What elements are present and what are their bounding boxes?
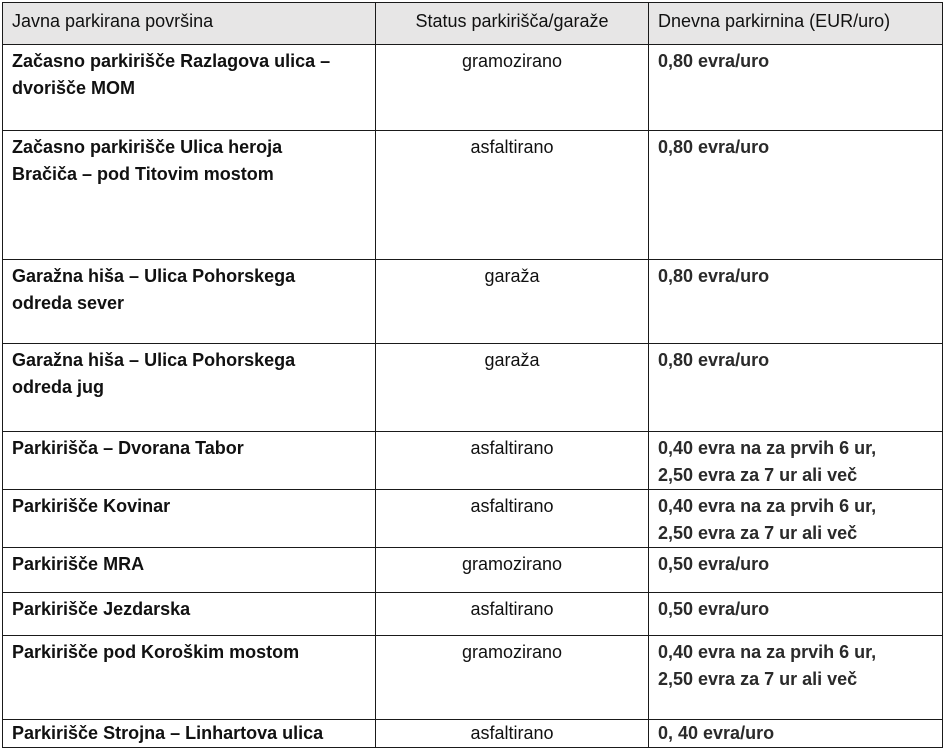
- fee-line: 0, 40 evra/uro: [658, 723, 775, 743]
- fee-cell: [649, 45, 943, 131]
- location-line: odreda sever: [12, 293, 125, 313]
- location-line: Parkirišče Strojna – Linhartova ulica: [12, 723, 324, 743]
- fee-cell: [649, 593, 943, 636]
- parking-table: [2, 2, 943, 748]
- fee-line: 2,50 evra za 7 ur ali več: [658, 669, 858, 689]
- location-cell: [3, 720, 376, 748]
- fee-line: 0,80 evra/uro: [658, 266, 770, 286]
- location-cell: [3, 490, 376, 548]
- fee-line: 0,80 evra/uro: [658, 350, 770, 370]
- status-cell: gramozirano: [376, 45, 649, 131]
- status-cell: asfaltirano: [376, 432, 649, 490]
- fee-line: 0,80 evra/uro: [658, 51, 770, 71]
- location-line: Začasno parkirišče Razlagova ulica –: [12, 51, 331, 71]
- fee-cell: [649, 720, 943, 748]
- location-line: Parkirišče Kovinar: [12, 496, 171, 516]
- status-cell: asfaltirano: [376, 593, 649, 636]
- location-line: odreda jug: [12, 377, 105, 397]
- fee-cell: [649, 260, 943, 344]
- status-cell: garaža: [376, 344, 649, 432]
- fee-line: 2,50 evra za 7 ur ali več: [658, 465, 858, 485]
- fee-line: 0,40 evra na za prvih 6 ur,: [658, 642, 877, 662]
- location-line: dvorišče MOM: [12, 78, 136, 98]
- fee-line: 2,50 evra za 7 ur ali več: [658, 523, 858, 543]
- location-cell: [3, 344, 376, 432]
- fee-cell: [649, 490, 943, 548]
- fee-cell: [649, 636, 943, 720]
- location-line: Garažna hiša – Ulica Pohorskega: [12, 266, 296, 286]
- location-cell: [3, 548, 376, 593]
- fee-line: 0,50 evra/uro: [658, 554, 770, 574]
- fee-cell: [649, 432, 943, 490]
- location-line: Začasno parkirišče Ulica heroja: [12, 137, 283, 157]
- header-row: [3, 3, 943, 45]
- location-cell: [3, 636, 376, 720]
- table-row: [3, 490, 943, 548]
- status-cell: gramozirano: [376, 636, 649, 720]
- location-line: Parkirišče pod Koroškim mostom: [12, 642, 300, 662]
- fee-cell: [649, 344, 943, 432]
- location-line: Parkirišče MRA: [12, 554, 145, 574]
- location-cell: [3, 131, 376, 260]
- location-cell: [3, 45, 376, 131]
- location-line: Parkirišča – Dvorana Tabor: [12, 438, 244, 458]
- status-cell: asfaltirano: [376, 490, 649, 548]
- table-row: [3, 593, 943, 636]
- fee-cell: [649, 548, 943, 593]
- status-cell: gramozirano: [376, 548, 649, 593]
- location-line: Bračiča – pod Titovim mostom: [12, 164, 274, 184]
- table-row: [3, 720, 943, 748]
- table-row: [3, 636, 943, 720]
- table-row: [3, 131, 943, 260]
- header-status: Status parkirišča/garaže: [376, 3, 649, 45]
- header-daily-fee: Dnevna parkirnina (EUR/uro): [649, 3, 943, 45]
- table-row: [3, 260, 943, 344]
- status-cell: asfaltirano: [376, 131, 649, 260]
- header-location: Javna parkirana površina: [3, 3, 376, 45]
- location-cell: [3, 260, 376, 344]
- location-cell: [3, 432, 376, 490]
- table-row: [3, 45, 943, 131]
- table-row: [3, 548, 943, 593]
- fee-cell: [649, 131, 943, 260]
- fee-line: 0,50 evra/uro: [658, 599, 770, 619]
- fee-line: 0,80 evra/uro: [658, 137, 770, 157]
- table-row: [3, 344, 943, 432]
- location-line: Garažna hiša – Ulica Pohorskega: [12, 350, 296, 370]
- status-cell: garaža: [376, 260, 649, 344]
- fee-line: 0,40 evra na za prvih 6 ur,: [658, 496, 877, 516]
- table-row: [3, 432, 943, 490]
- status-cell: asfaltirano: [376, 720, 649, 748]
- location-line: Parkirišče Jezdarska: [12, 599, 191, 619]
- location-cell: [3, 593, 376, 636]
- fee-line: 0,40 evra na za prvih 6 ur,: [658, 438, 877, 458]
